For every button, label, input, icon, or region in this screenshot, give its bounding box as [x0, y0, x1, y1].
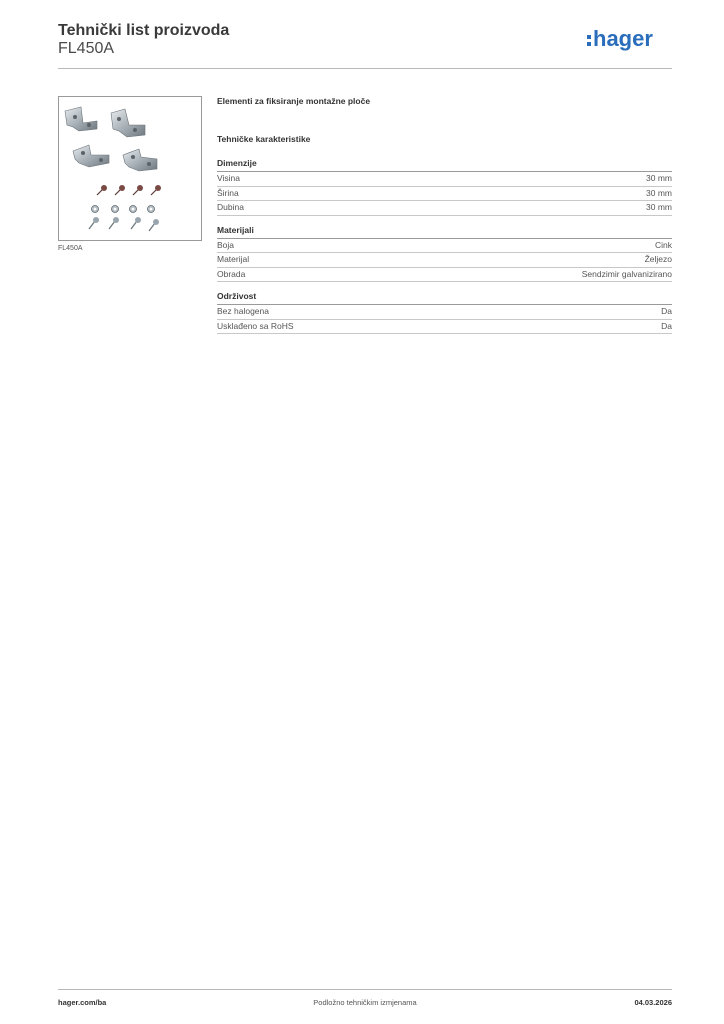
section-title: Održivost: [217, 290, 672, 305]
product-name: Elementi za fiksiranje montažne ploče: [217, 96, 371, 106]
spec-row: [217, 268, 672, 283]
website-link[interactable]: hager.com/ba: [58, 998, 107, 1007]
hager-logo: [586, 26, 672, 52]
spec-row: [217, 172, 672, 187]
spec-row: [217, 239, 672, 254]
spec-row: [217, 305, 672, 320]
svg-text:hager: hager: [593, 26, 653, 51]
spec-value: Da: [661, 320, 672, 331]
spec-label: Boja: [217, 239, 235, 250]
spec-value: Sendzimir galvanizirano: [581, 268, 672, 279]
document-title: Tehnički list proizvoda: [58, 22, 230, 39]
spec-label: Visina: [217, 173, 240, 183]
technical-characteristics-title: Tehničke karakteristike: [217, 134, 311, 144]
image-caption: FL450A: [58, 245, 83, 252]
spec-label: Bez halogena: [217, 306, 269, 316]
spec-value: 30 mm: [646, 187, 672, 198]
fixing-kit-product-photo-icon: [59, 97, 201, 240]
spec-value: Da: [661, 306, 672, 316]
page-header: [58, 22, 672, 68]
spec-label: Materijal: [217, 254, 250, 264]
spec-label: Širina: [217, 187, 239, 198]
section-sustainability: [217, 290, 672, 334]
spec-value: Cink: [654, 239, 672, 250]
spec-label: Obrada: [217, 268, 246, 279]
section-title: Materijali: [217, 224, 672, 239]
section-materials: [217, 224, 672, 283]
spec-row: [217, 320, 672, 335]
spec-label: Dubina: [217, 202, 244, 212]
product-code: FL450A: [58, 40, 115, 57]
header-divider: [58, 68, 672, 69]
section-dimensions: [217, 157, 672, 216]
spec-label: Usklađeno sa RoHS: [217, 320, 294, 331]
footer-date: 04.03.2026: [634, 998, 672, 1007]
spec-value: 30 mm: [646, 202, 672, 212]
section-title: Dimenzije: [217, 157, 672, 172]
footer-note: Podložno tehničkim izmjenama: [313, 998, 417, 1007]
product-details: [217, 96, 672, 342]
spec-value: Željezo: [644, 254, 672, 264]
product-image: [58, 96, 202, 241]
spec-row: [217, 253, 672, 268]
spec-row: [217, 201, 672, 216]
footer-divider: [58, 989, 672, 990]
spec-value: 30 mm: [646, 173, 672, 183]
spec-row: [217, 187, 672, 202]
